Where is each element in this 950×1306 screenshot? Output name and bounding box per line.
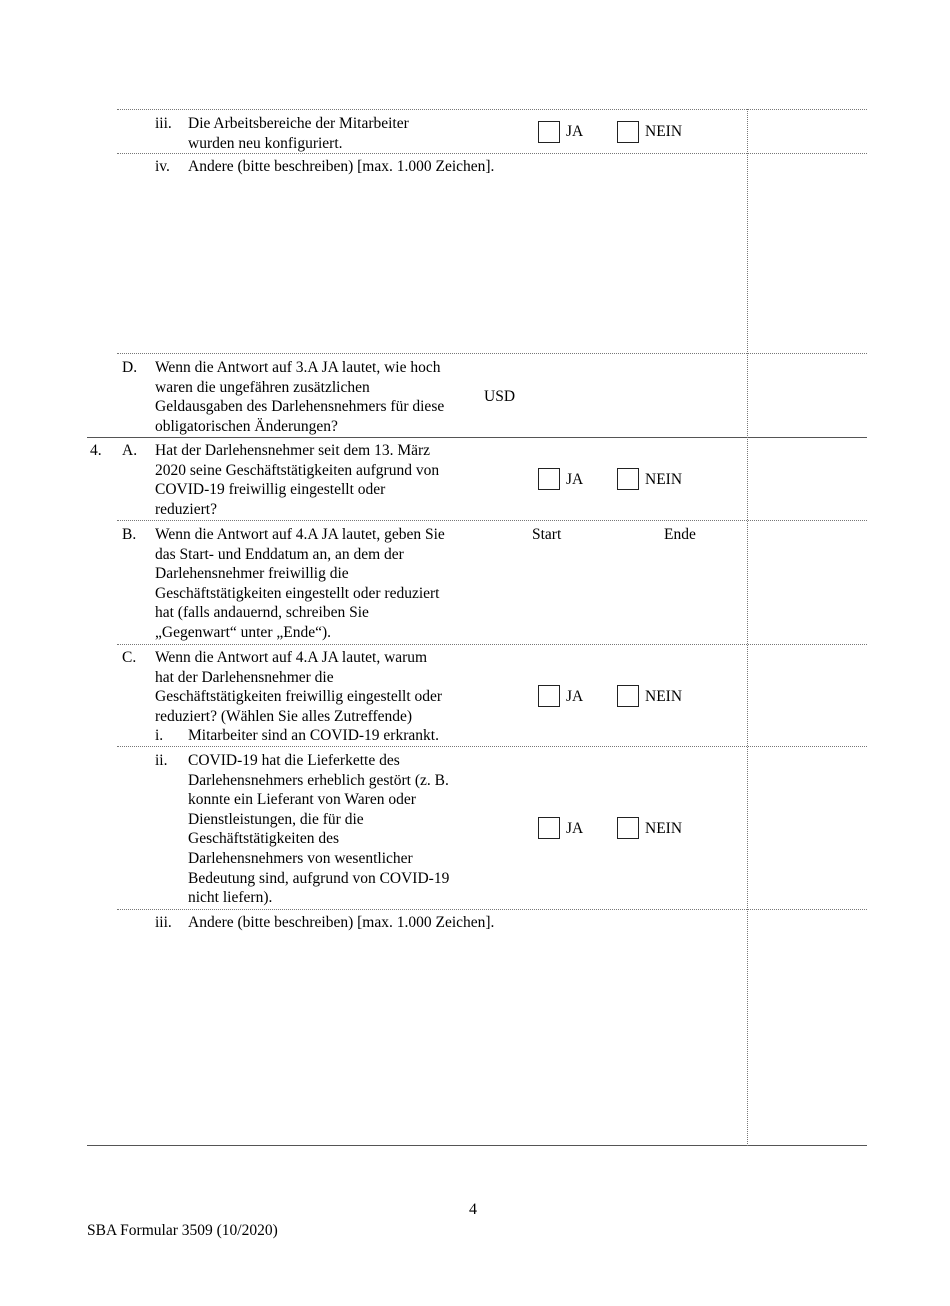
no-checkbox[interactable] [617,685,639,707]
row-divider [117,520,867,521]
item-letter: A. [122,442,138,459]
question-text: Wenn die Antwort auf 4.A JA lautet, geben Sie das Start- und Enddatum an, an dem der Darlehensnehmer freiwillig die Geschäftstätigkeiten eingestellt oder reduziert hat (falls andauernd, schreiben Sie „Gegenwart“ unter „Ende“). [155,526,445,641]
no-label: NEIN [645,123,683,140]
row-divider [117,644,867,645]
item-letter: D. [122,359,138,376]
question-text: Mitarbeiter sind an COVID-19 erkrankt. [188,727,439,744]
question-text: Wenn die Antwort auf 4.A JA lautet, warum hat der Darlehensnehmer die Geschäftstätigkeiten freiwillig eingestellt oder reduziert? (Wählen Sie alles Zutreffende) [155,649,443,725]
item-number: iii. [155,914,172,931]
yes-checkbox[interactable] [538,468,560,490]
question-text: Andere (bitte beschreiben) [max. 1.000 Zeichen]. [188,158,495,175]
item-number: iii. [155,115,172,132]
row-divider [117,353,867,354]
yes-checkbox[interactable] [538,817,560,839]
question-text: Andere (bitte beschreiben) [max. 1.000 Zeichen]. [188,914,495,931]
row-divider [117,109,867,110]
row-divider [117,909,867,910]
section-number: 4. [90,442,102,459]
question-text: Hat der Darlehensnehmer seit dem 13. März 2020 seine Geschäftstätigkeiten aufgrund von COVID-19 freiwillig eingestellt oder reduziert? [155,442,440,518]
start-date-input[interactable] [510,550,610,580]
yes-label: JA [566,471,584,488]
item-number: i. [155,727,164,744]
end-date-input[interactable] [630,550,730,580]
question-text: COVID-19 hat die Lieferkette des Darlehensnehmers erheblich gestört (z. B. konnte ein Lieferant von Waren oder Dienstleistungen, die für die Geschäftstätigkeiten des Darlehensnehmers von wesentlicher Bedeutung sind, aufgrund von COVID-19 nicht liefern). [188,752,450,907]
yes-checkbox[interactable] [538,685,560,707]
currency-label: USD [484,388,516,405]
row-divider [117,746,867,747]
no-label: NEIN [645,820,683,837]
description-answer-area[interactable] [188,180,728,345]
no-label: NEIN [645,471,683,488]
page-number: 4 [469,1201,477,1218]
item-number: ii. [155,752,168,769]
no-checkbox[interactable] [617,468,639,490]
item-letter: C. [122,649,137,666]
no-checkbox[interactable] [617,817,639,839]
question-text: Die Arbeitsbereiche der Mitarbeiter wurden neu konfiguriert. [188,115,409,152]
yes-label: JA [566,123,584,140]
yes-label: JA [566,688,584,705]
section-divider [87,437,867,438]
no-label: NEIN [645,688,683,705]
yes-label: JA [566,820,584,837]
yes-checkbox[interactable] [538,121,560,143]
right-column-divider [747,109,748,1146]
description-answer-area[interactable] [188,938,728,1138]
table-bottom-border [87,1145,867,1146]
end-date-label: Ende [664,526,696,543]
item-number: iv. [155,158,170,175]
start-date-label: Start [532,526,562,543]
item-letter: B. [122,526,137,543]
question-text: Wenn die Antwort auf 3.A JA lautet, wie hoch waren die ungefähren zusätzlichen Geldausgaben des Darlehensnehmers für diese obligatorischen Änderungen? [155,359,445,435]
form-identifier: SBA Formular 3509 (10/2020) [87,1222,278,1239]
no-checkbox[interactable] [617,121,639,143]
amount-input[interactable] [522,380,732,410]
